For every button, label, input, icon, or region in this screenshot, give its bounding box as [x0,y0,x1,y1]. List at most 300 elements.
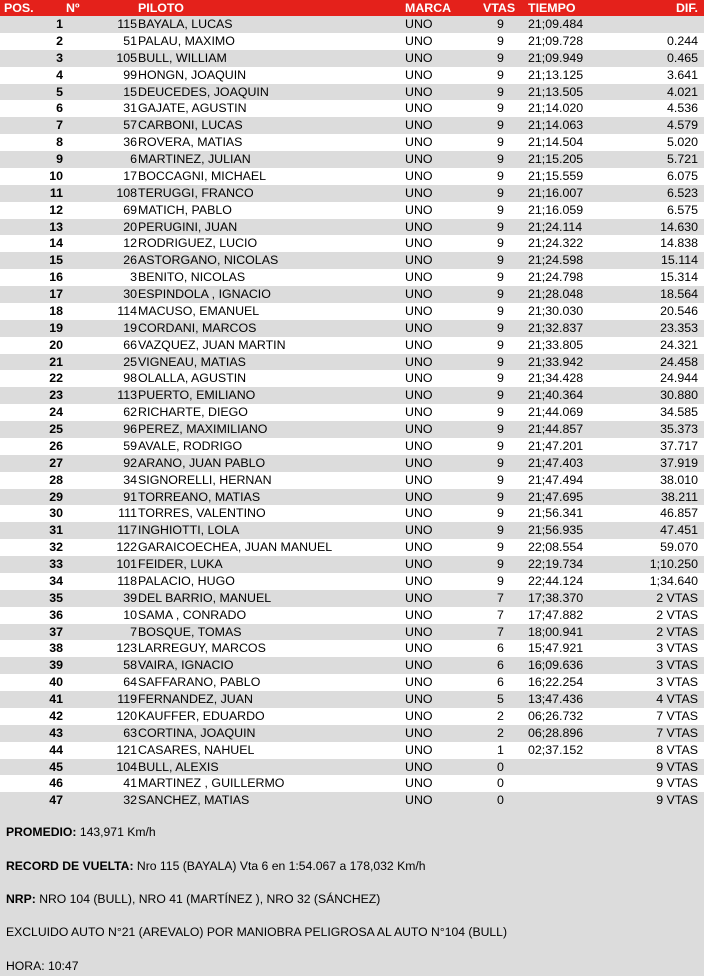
pos-cell: 11 [49,185,63,200]
number-cell: 57 [123,118,137,133]
time-cell: 21;15.205 [528,152,584,166]
table-row [0,134,704,151]
number-cell: 96 [123,422,137,436]
number-cell: 32 [123,793,137,808]
pos-cell: 4 [56,67,63,82]
time-cell: 21;16.007 [528,185,584,200]
table-row [0,674,704,691]
time-cell: 13;47.436 [528,692,584,706]
pos-cell: 37 [49,624,63,639]
driver-name: AVALE, RODRIGO [138,438,243,453]
laps-cell: 9 [497,253,504,268]
brand-cell: UNO [405,236,433,251]
time-cell: 21;32.837 [528,320,584,335]
time-cell: 06;26.732 [528,708,584,723]
number-cell: 31 [123,101,137,116]
brand-cell: UNO [405,759,433,774]
gap-cell: 7 VTAS [656,708,698,723]
gap-cell: 9 VTAS [656,759,698,774]
number-cell: 64 [123,675,137,690]
number-cell: 7 [130,624,137,639]
brand-cell: UNO [405,472,433,487]
brand-cell: UNO [405,135,433,150]
gap-cell: 14.838 [660,236,698,251]
laps-cell: 9 [497,270,504,285]
driver-name: BOSQUE, TOMAS [138,624,242,639]
time-cell: 21;14.504 [528,135,584,150]
number-cell: 92 [123,455,137,470]
gap-cell: 9 VTAS [656,776,698,791]
table-row [0,522,704,539]
time-cell: 21;44.857 [528,422,584,436]
brand-cell: UNO [405,101,433,116]
brand-cell: UNO [405,118,433,133]
nrp-line [6,892,380,906]
time-cell: 21;09.484 [528,17,584,31]
laps-cell: 9 [497,573,504,588]
laps-cell: 2 [497,725,504,740]
number-cell: 12 [123,236,137,251]
table-row [0,67,704,84]
table-row [0,16,704,33]
nrp-label: NRP: [6,892,36,906]
table-row [0,219,704,236]
laps-cell: 9 [497,202,504,217]
record-value: Nro 115 (BAYALA) Vta 6 en 1:54.067 a 178,032 Km/h [136,859,426,873]
brand-cell: UNO [405,219,433,234]
pos-cell: 8 [56,135,63,150]
brand-cell: UNO [405,573,433,588]
brand-cell: UNO [405,405,433,420]
driver-name: ESPINDOLA , IGNACIO [138,287,271,301]
laps-cell: 6 [497,658,504,673]
pos-cell: 36 [49,607,63,622]
pos-cell: 41 [49,692,63,706]
laps-cell: 0 [497,793,504,808]
brand-cell: UNO [405,388,433,403]
table-row [0,320,704,337]
table-row [0,573,704,590]
header-dif: DIF. [675,1,698,15]
brand-cell: UNO [405,675,433,690]
driver-name: GARAICOECHEA, JUAN MANUEL [138,540,333,555]
driver-name: PEREZ, MAXIMILIANO [138,422,268,436]
brand-cell: UNO [405,253,433,268]
gap-cell: 6.523 [666,185,698,200]
time-cell: 21;09.728 [528,33,584,48]
table-row [0,505,704,522]
gap-cell: 23.353 [660,320,698,335]
pos-cell: 27 [49,455,63,470]
pos-cell: 30 [49,506,63,521]
brand-cell: UNO [405,185,433,200]
pos-cell: 20 [49,337,63,352]
laps-cell: 9 [497,455,504,470]
driver-name: TORRES, VALENTINO [138,506,266,521]
pos-cell: 12 [49,202,63,217]
gap-cell: 47.451 [660,523,698,538]
laps-cell: 9 [497,185,504,200]
table-row [0,168,704,185]
number-cell: 108 [116,185,137,200]
gap-cell: 9 VTAS [656,793,698,808]
table-row [0,269,704,286]
laps-cell: 0 [497,776,504,791]
results-table-body [0,16,704,809]
number-cell: 99 [123,67,137,82]
brand-cell: UNO [405,590,433,605]
header-marca: MARCA [405,1,452,15]
number-cell: 114 [117,303,137,318]
driver-name: SIGNORELLI, HERNAN [138,472,272,487]
number-cell: 119 [117,692,137,706]
laps-cell: 9 [497,438,504,453]
pos-cell: 1 [56,17,63,31]
number-cell: 105 [116,50,137,65]
laps-cell: 7 [497,607,504,622]
driver-name: ARANO, JUAN PABLO [138,455,266,470]
laps-cell: 9 [497,236,504,251]
driver-name: INGHIOTTI, LOLA [138,523,240,538]
gap-cell: 4 VTAS [656,692,698,706]
pos-cell: 3 [56,50,63,65]
time-cell: 17;38.370 [528,590,584,605]
time-cell: 21;14.063 [528,118,584,133]
gap-cell: 3 VTAS [656,658,698,673]
laps-cell: 9 [497,337,504,352]
time-cell: 21;56.935 [528,523,584,538]
number-cell: 115 [117,17,137,31]
laps-cell: 0 [497,759,504,774]
time-cell: 22;08.554 [528,540,584,555]
gap-cell: 37.717 [660,438,698,453]
time-cell: 21;47.695 [528,489,584,504]
gap-cell: 3.641 [666,67,698,82]
number-cell: 10 [123,607,137,622]
time-cell: 21;47.403 [528,455,584,470]
table-row [0,84,704,101]
number-cell: 17 [123,168,137,183]
gap-cell: 15.114 [661,253,698,268]
laps-cell: 9 [497,50,504,65]
time-cell: 21;56.341 [528,506,584,521]
table-row [0,151,704,168]
driver-name: RICHARTE, DIEGO [138,405,248,420]
laps-cell: 9 [497,523,504,538]
pos-cell: 45 [49,759,63,774]
table-row [0,539,704,556]
pos-cell: 31 [49,523,63,538]
gap-cell: 2 VTAS [656,590,698,605]
brand-cell: UNO [405,337,433,352]
time-cell: 16;22.254 [528,675,584,690]
pos-cell: 15 [49,253,63,268]
laps-cell: 6 [497,675,504,690]
driver-name: PERUGINI, JUAN [138,219,238,234]
pos-cell: 44 [49,742,63,757]
number-cell: 66 [123,337,137,352]
number-cell: 120 [116,708,137,723]
driver-name: MARTINEZ, JULIAN [138,152,251,166]
laps-cell: 9 [497,320,504,335]
number-cell: 26 [123,253,137,268]
brand-cell: UNO [405,371,433,386]
gap-cell: 24.458 [660,354,698,369]
pos-cell: 43 [49,725,63,740]
gap-cell: 38.211 [661,489,698,504]
brand-cell: UNO [405,17,433,31]
number-cell: 19 [123,320,137,335]
time-cell: 21;14.020 [528,101,584,116]
number-cell: 51 [123,33,137,48]
number-cell: 63 [123,725,137,740]
driver-name: SAMA , CONRADO [138,607,247,622]
header-piloto: PILOTO [138,1,184,15]
table-header [0,0,704,16]
brand-cell: UNO [405,202,433,217]
pos-cell: 34 [49,573,63,588]
laps-cell: 9 [497,371,504,386]
pos-cell: 2 [56,33,63,48]
record-line [6,859,426,873]
gap-cell: 18.564 [660,287,698,301]
brand-cell: UNO [405,692,433,706]
gap-cell: 3 VTAS [656,641,698,656]
driver-name: DEL BARRIO, MANUEL [138,590,272,605]
gap-cell: 5.020 [666,135,698,150]
table-row [0,404,704,421]
gap-cell: 20.546 [660,303,698,318]
brand-cell: UNO [405,489,433,504]
table-row [0,455,704,472]
time-cell: 21;13.125 [528,67,584,82]
table-row [0,303,704,320]
header-num: Nº [66,1,80,15]
number-cell: 25 [123,354,137,369]
time-cell: 21;47.494 [528,472,584,487]
number-cell: 62 [123,405,137,420]
gap-cell: 24.944 [660,371,698,386]
number-cell: 122 [116,540,137,555]
number-cell: 20 [123,219,137,234]
driver-name: LARREGUY, MARCOS [138,641,266,656]
brand-cell: UNO [405,33,433,48]
driver-name: TERUGGI, FRANCO [138,185,254,200]
laps-cell: 9 [497,287,504,301]
laps-cell: 9 [497,557,504,571]
pos-cell: 40 [49,675,63,690]
pos-cell: 5 [56,84,63,99]
gap-cell: 7 VTAS [656,725,698,740]
driver-name: KAUFFER, EDUARDO [138,708,265,723]
driver-name: MATICH, PABLO [138,202,232,217]
gap-cell: 2 VTAS [656,624,698,639]
promedio-value: 143,971 Km/h [79,825,156,839]
table-row [0,387,704,404]
laps-cell: 6 [497,641,504,656]
brand-cell: UNO [405,168,433,183]
driver-name: PALAU, MAXIMO [138,33,235,48]
brand-cell: UNO [405,540,433,555]
brand-cell: UNO [405,303,433,318]
table-row [0,235,704,252]
number-cell: 91 [123,489,137,504]
pos-cell: 29 [49,489,63,504]
pos-cell: 9 [56,152,63,166]
table-row [0,708,704,725]
brand-cell: UNO [405,287,433,301]
table-row [0,438,704,455]
table-row [0,657,704,674]
time-cell: 22;19.734 [528,557,584,571]
table-row [0,252,704,269]
table-row [0,792,704,809]
laps-cell: 9 [497,152,504,166]
laps-cell: 5 [497,692,504,706]
gap-cell: 38.010 [660,472,698,487]
number-cell: 113 [117,388,137,403]
laps-cell: 9 [497,540,504,555]
number-cell: 39 [123,590,137,605]
table-row [0,337,704,354]
time-cell: 21;33.942 [528,354,584,369]
laps-cell: 9 [497,472,504,487]
table-row [0,33,704,50]
driver-name: HONGN, JOAQUIN [138,67,247,82]
laps-cell: 1 [497,742,504,757]
time-cell: 15;47.921 [528,641,584,656]
brand-cell: UNO [405,354,433,369]
time-cell: 21;33.805 [528,337,584,352]
driver-name: CASARES, NAHUEL [138,742,255,757]
brand-cell: UNO [405,793,433,808]
number-cell: 123 [116,641,137,656]
laps-cell: 9 [497,17,504,31]
driver-name: GAJATE, AGUSTIN [138,101,247,116]
brand-cell: UNO [405,658,433,673]
nrp-value: NRO 104 (BULL), NRO 41 (MARTÍNEZ ), NRO 32 (SÁNCHEZ) [39,892,381,906]
pos-cell: 46 [49,776,63,791]
number-cell: 58 [123,658,137,673]
laps-cell: 9 [497,354,504,369]
driver-name: CORDANI, MARCOS [138,320,257,335]
time-cell: 21;13.505 [528,84,584,99]
gap-cell: 4.021 [666,84,698,99]
brand-cell: UNO [405,84,433,99]
pos-cell: 26 [49,438,63,453]
number-cell: 98 [123,371,137,386]
pos-cell: 16 [49,270,63,285]
time-cell: 21;24.114 [528,219,583,234]
pos-cell: 42 [49,708,63,723]
gap-cell: 1;34.640 [649,573,698,588]
brand-cell: UNO [405,776,433,791]
brand-cell: UNO [405,422,433,436]
number-cell: 15 [123,84,137,99]
table-row [0,624,704,641]
gap-cell: 6.075 [666,168,698,183]
table-row [0,354,704,371]
record-label: RECORD DE VUELTA: [6,859,134,873]
exclusion-note: EXCLUIDO AUTO N°21 (AREVALO) POR MANIOBRA PELIGROSA AL AUTO N°104 (BULL) [6,925,508,939]
pos-cell: 13 [49,219,63,234]
time-cell: 22;44.124 [528,573,584,588]
table-row [0,691,704,708]
pos-cell: 10 [49,168,63,183]
time-cell: 21;44.069 [528,405,584,420]
driver-name: BAYALA, LUCAS [138,17,233,31]
table-row [0,117,704,134]
driver-name: BENITO, NICOLAS [138,270,246,285]
gap-cell: 6.575 [666,202,698,217]
laps-cell: 9 [497,67,504,82]
brand-cell: UNO [405,455,433,470]
brand-cell: UNO [405,67,433,82]
gap-cell: 5.721 [666,152,698,166]
driver-name: ASTORGANO, NICOLAS [138,253,279,268]
promedio-label: PROMEDIO: [6,825,77,839]
table-row [0,286,704,303]
header-tiempo: TIEMPO [528,1,576,15]
header-vtas: VTAS [483,1,516,15]
driver-name: BULL, WILLIAM [138,50,227,65]
table-row [0,607,704,624]
brand-cell: UNO [405,506,433,521]
laps-cell: 9 [497,388,504,403]
driver-name: PUERTO, EMILIANO [138,388,256,403]
time-cell: 21;09.949 [528,50,584,65]
laps-cell: 9 [497,33,504,48]
time-cell: 17;47.882 [528,607,584,622]
driver-name: OLALLA, AGUSTIN [138,371,247,386]
pos-cell: 6 [56,101,63,116]
pos-cell: 33 [49,557,63,571]
pos-cell: 17 [49,287,63,301]
gap-cell: 0.244 [666,33,698,48]
time-cell: 16;09.636 [528,658,584,673]
number-cell: 30 [123,287,137,301]
driver-name: BULL, ALEXIS [138,759,219,774]
time-cell: 21;24.322 [528,236,584,251]
gap-cell: 30.880 [660,388,698,403]
promedio-line [6,825,156,839]
time-cell: 21;16.059 [528,202,584,217]
pos-cell: 25 [49,422,63,436]
gap-cell: 59.070 [660,540,698,555]
brand-cell: UNO [405,725,433,740]
number-cell: 59 [123,438,137,453]
table-row [0,725,704,742]
driver-name: FEIDER, LUKA [138,557,223,571]
gap-cell: 8 VTAS [656,742,698,757]
pos-cell: 32 [49,540,63,555]
gap-cell: 14.630 [660,219,698,234]
pos-cell: 23 [49,388,63,403]
brand-cell: UNO [405,641,433,656]
gap-cell: 46.857 [660,506,698,521]
brand-cell: UNO [405,270,433,285]
table-row [0,185,704,202]
table-row [0,472,704,489]
brand-cell: UNO [405,708,433,723]
time-cell: 21;24.598 [528,253,584,268]
laps-cell: 9 [497,168,504,183]
brand-cell: UNO [405,523,433,538]
table-row [0,590,704,607]
brand-cell: UNO [405,320,433,335]
laps-cell: 9 [497,303,504,318]
time-cell: 02;37.152 [528,742,584,757]
